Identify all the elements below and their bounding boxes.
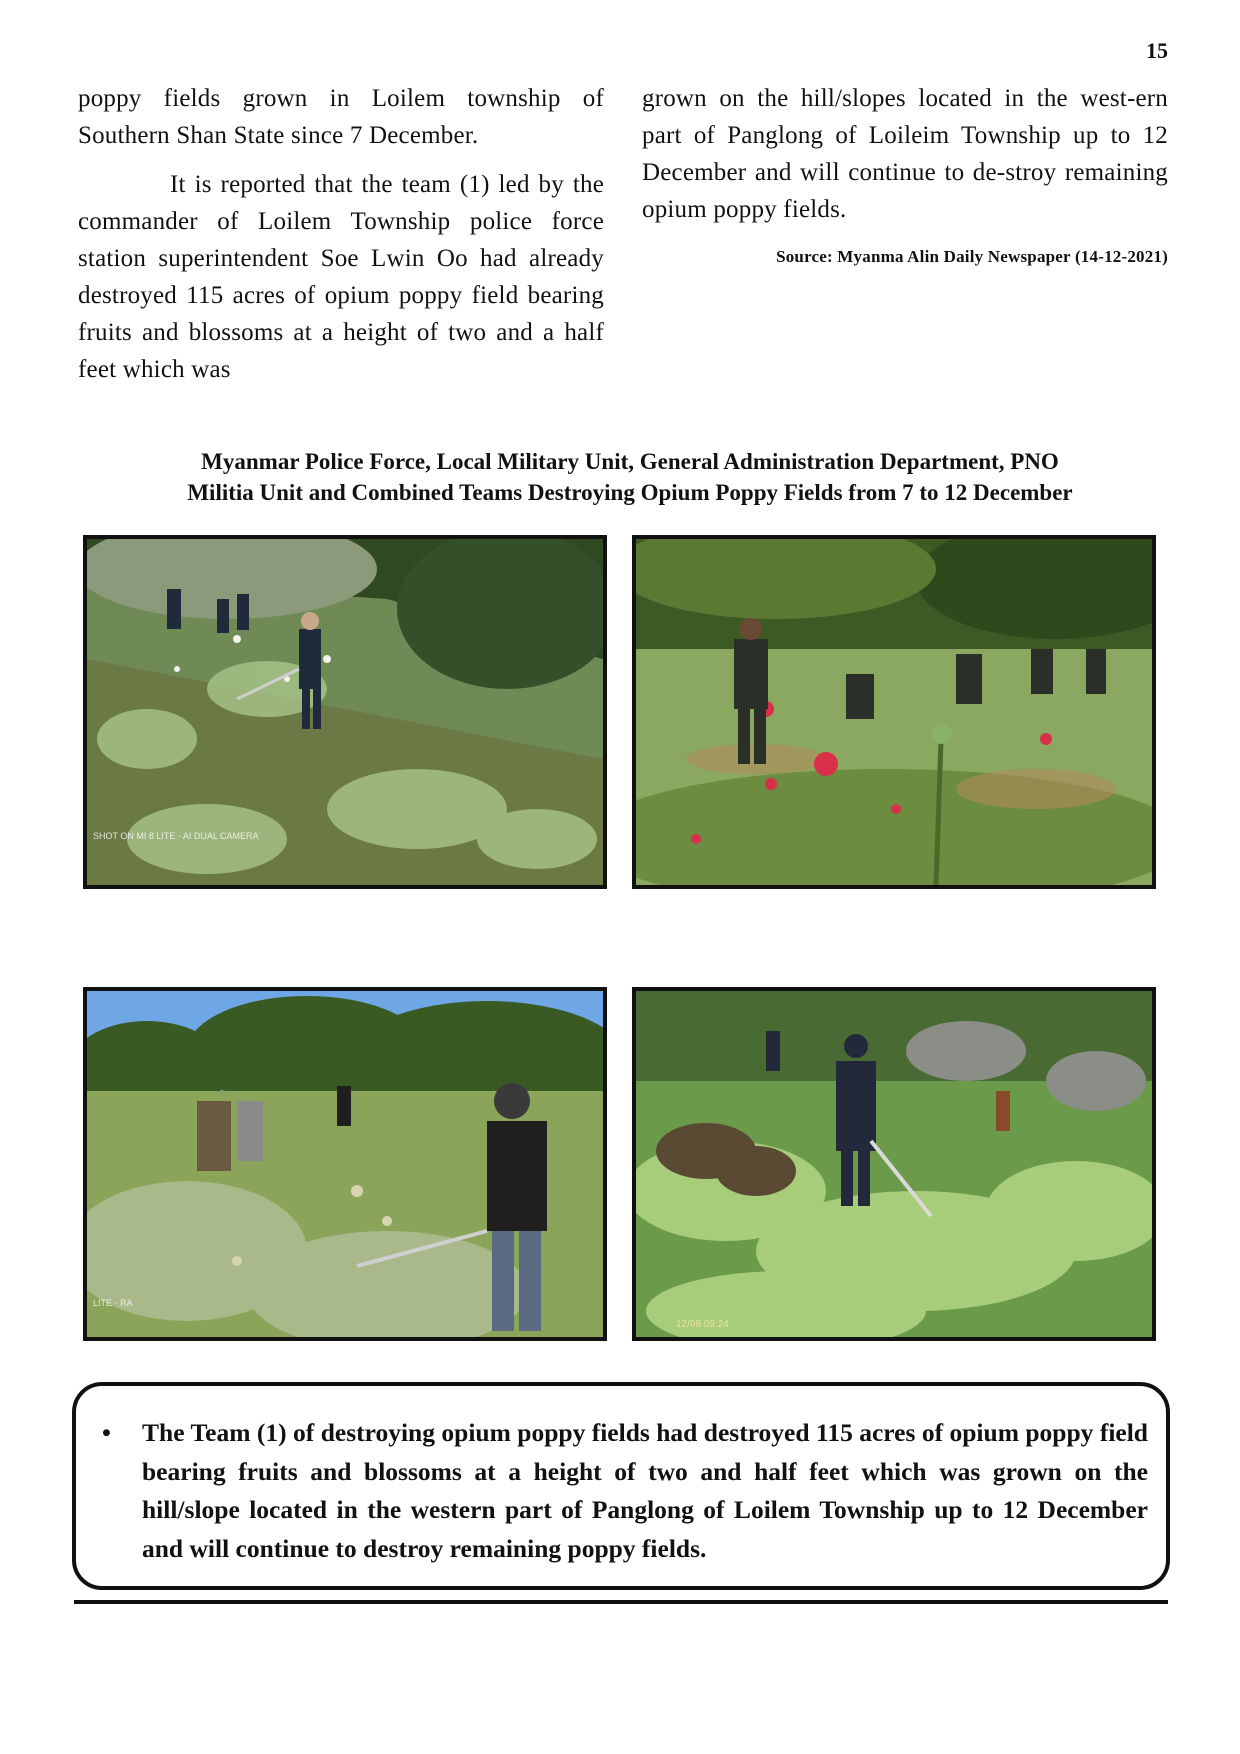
photo-image bbox=[87, 991, 603, 1337]
summary-item bbox=[102, 1414, 1148, 1568]
summary-box bbox=[72, 1382, 1170, 1590]
article-paragraph: grown on the hill/slopes located in the west-ern part of Panglong of Loileim Township up to 12 December and will continue to de-stroy remaining opium poppy fields. bbox=[642, 85, 1168, 223]
photo-stamp: 12/08 09:24 bbox=[676, 1319, 729, 1330]
article-right-column bbox=[642, 80, 1168, 268]
page-number: 15 bbox=[1146, 38, 1168, 63]
photo-red-poppy-field bbox=[632, 535, 1156, 889]
bottom-rule bbox=[74, 1600, 1168, 1604]
photo-image bbox=[87, 539, 603, 885]
photo-stamp: SHOT ON MI 8 LITE · AI DUAL CAMERA bbox=[93, 831, 259, 841]
article-paragraph: It is reported that the team (1) led by the commander of Loilem Township police force station superintendent Soe Lwin Oo had already destroyed 115 acres of opium poppy field bearing fruits and blossoms at a height of two and a half feet which was bbox=[78, 171, 604, 383]
photo-rocky-slope-cutting bbox=[632, 987, 1156, 1341]
photo-caption bbox=[110, 446, 1150, 508]
photo-image bbox=[636, 991, 1152, 1337]
photo-image bbox=[636, 539, 1152, 885]
photo-hillside-clearing bbox=[83, 535, 607, 889]
bullet-icon: • bbox=[102, 1418, 111, 1447]
photo-forest-edge-cutting bbox=[83, 987, 607, 1341]
photo-caption-line: Militia Unit and Combined Teams Destroying Opium Poppy Fields from 7 to 12 December bbox=[187, 480, 1073, 505]
photo-caption-line: Myanmar Police Force, Local Military Unit, General Administration Department, PNO bbox=[201, 449, 1059, 474]
summary-text: The Team (1) of destroying opium poppy fields had destroyed 115 acres of opium poppy field bearing fruits and blossoms at a height of two and half feet which was grown on the hill/slope located in the western part of Panglong of Loilem Township up to 12 December and will continue to destroy remaining poppy fields. bbox=[142, 1418, 1148, 1563]
source-citation: Source: Myanma Alin Daily Newspaper (14-12-2021) bbox=[776, 247, 1168, 266]
article-paragraph: poppy fields grown in Loilem township of Southern Shan State since 7 December. bbox=[78, 85, 604, 149]
article-left-column bbox=[78, 80, 604, 388]
photo-stamp: LITE · RA bbox=[93, 1298, 133, 1308]
